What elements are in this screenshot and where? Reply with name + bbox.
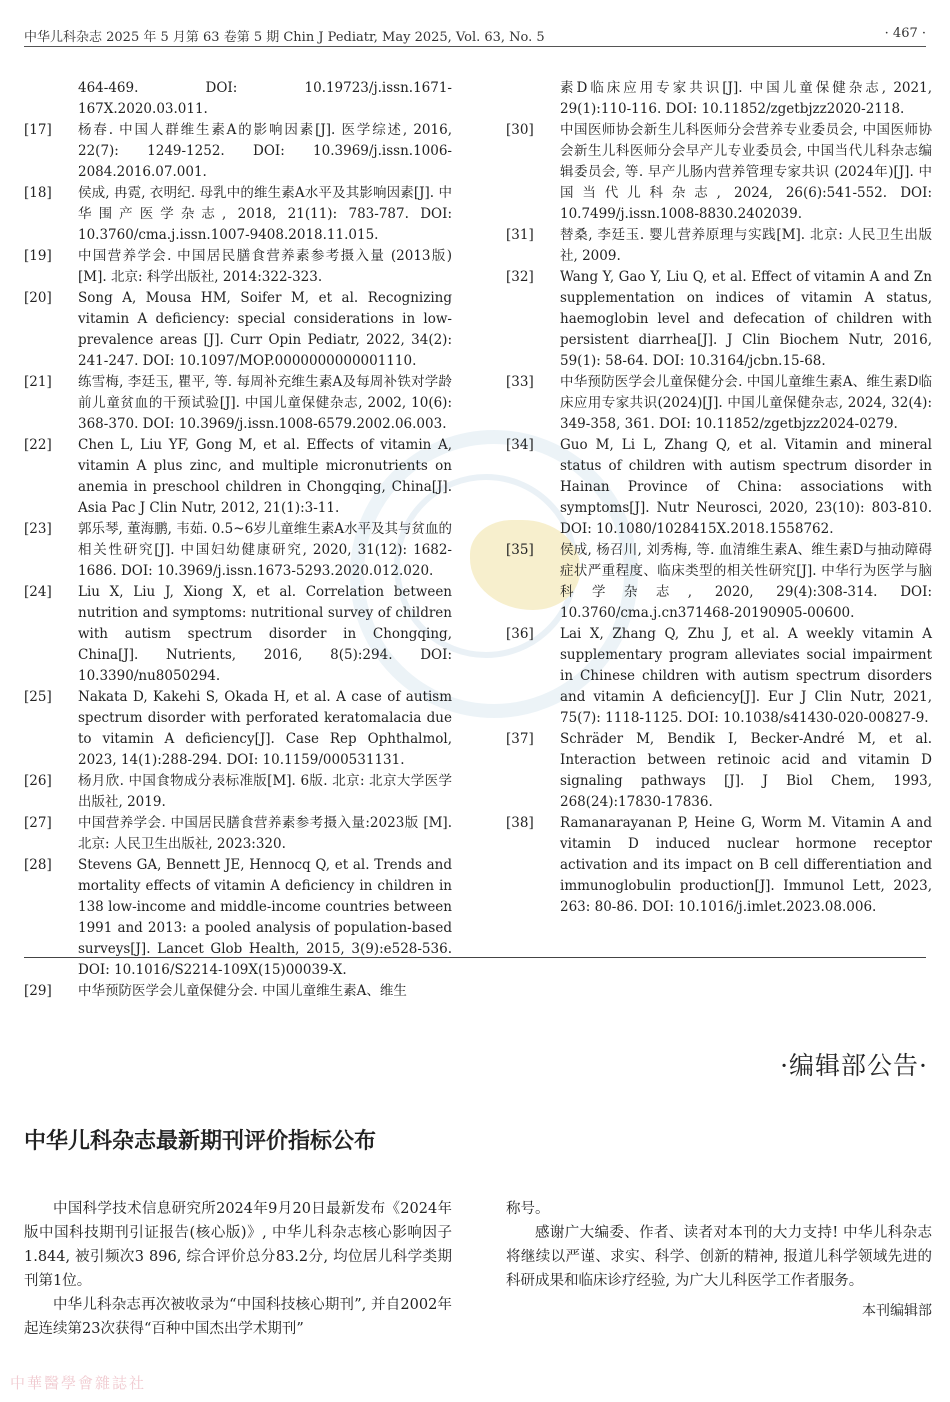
reference-entry xyxy=(24,582,452,687)
page-number: · 467 · xyxy=(884,26,926,41)
reference-number: [33] xyxy=(506,374,534,390)
reference-entry xyxy=(506,78,932,120)
reference-entry xyxy=(24,78,452,120)
reference-entry xyxy=(506,267,932,372)
reference-entry xyxy=(506,225,932,267)
reference-entry xyxy=(24,246,452,288)
reference-text: 侯成, 杨召川, 刘秀梅, 等. 血清维生素A、维生素D与抽动障碍症状严重程度、临床类型的相关性研究[J]. 中华行为医学与脑科学杂志, 2020, 29(4):308-314. DOI: 10.3760/cma.j.cn371468-20190905-00600. xyxy=(560,542,932,621)
reference-entry xyxy=(24,771,452,813)
notice-paragraph: 中国科学技术信息研究所2024年9月20日最新发布《2024年版中国科技期刊引证报告(核心版)》, 中华儿科杂志核心影响因子1.844, 被引频次3 896, 综合评价总分83.2分, 均位居儿科学类期刊第1位。 xyxy=(24,1201,452,1289)
reference-number: [17] xyxy=(24,122,52,138)
reference-text: Ramanarayanan P, Heine G, Worm M. Vitamin A and vitamin D induced nuclear hormone receptor activation and its impact on B cell differentiation and immunoglobulin production[J]. Immunol Lett, 2023, 263: 80-86. DOI: 10.1016/j.imlet.2023.08.006. xyxy=(560,815,932,915)
reference-text: 杨春. 中国人群维生素A的影响因素[J]. 医学综述, 2016, 22(7): 1249-1252. DOI: 10.3969/j.issn.1006-2084.2016.07.001. xyxy=(78,122,452,180)
reference-number: [21] xyxy=(24,374,52,390)
reference-number: [31] xyxy=(506,227,534,243)
reference-entry xyxy=(24,981,452,1002)
reference-entry xyxy=(24,435,452,519)
reference-entry xyxy=(24,813,452,855)
notice-paragraph: 中华儿科杂志再次被收录为“中国科技核心期刊”, 并自2002年起连续第23次获得“百种中国杰出学术期刊” xyxy=(24,1297,452,1337)
reference-text: 464-469. DOI: 10.19723/j.issn.1671-167X.2020.03.011. xyxy=(78,80,452,117)
reference-text: 郭乐琴, 董海鹏, 韦茹. 0.5~6岁儿童维生素A水平及其与贫血的相关性研究[J]. 中国妇幼健康研究, 2020, 31(12): 1682-1686. DOI: 10.3969/j.issn.1673-5293.2020.012.020. xyxy=(78,521,452,579)
reference-number: [30] xyxy=(506,122,534,138)
reference-number: [18] xyxy=(24,185,52,201)
reference-text: Chen L, Liu YF, Gong M, et al. Effects of vitamin A, vitamin A plus zinc, and multiple micronutrients on anemia in preschool children in Chongqing, China[J]. Asia Pac J Clin Nutr, 2012, 21(1):3-11. xyxy=(78,437,452,516)
reference-text: 中国医师协会新生儿科医师分会营养专业委员会, 中国医师协会新生儿科医师分会早产儿专业委员会, 中国当代儿科杂志编辑委员会, 等. 早产儿肠内营养管理专家共识 (2024年)[J]. 中国当代儿科杂志, 2024, 26(6):541-552. DOI: 10.7499/j.issn.1008-8830.2402039. xyxy=(560,122,932,222)
reference-number: [37] xyxy=(506,731,534,747)
reference-entry xyxy=(506,540,932,624)
reference-list-right xyxy=(506,78,932,918)
reference-text: Schräder M, Bendik I, Becker-André M, et al. Interaction between retinoic acid and vitamin D signaling pathways [J]. J Biol Chem, 1993, 268(24):17830-17836. xyxy=(560,731,932,810)
reference-number: [24] xyxy=(24,584,52,600)
reference-number: [26] xyxy=(24,773,52,789)
notice-paragraph: 称号。 xyxy=(506,1201,550,1217)
reference-text: 替桑, 李廷玉. 婴儿营养原理与实践[M]. 北京: 人民卫生出版社, 2009. xyxy=(560,227,932,264)
reference-text: Liu X, Liu J, Xiong X, et al. Correlation between nutrition and symptoms: nutritional survey of children with autism spectrum disorder in Chongqing, China[J]. Nutrients, 2016, 8(5):294. DOI: 10.3390/nu8050294. xyxy=(78,584,452,684)
publisher-footer-mark: 中華醫學會雜誌社 xyxy=(10,1374,147,1392)
journal-citation-header: 中华儿科杂志 2025 年 5 月第 63 卷第 5 期 Chin J Pediatr, May 2025, Vol. 63, No. 5 xyxy=(24,30,545,45)
reference-text: Stevens GA, Bennett JE, Hennocq Q, et al. Trends and mortality effects of vitamin A deficiency in children in 138 low-income and middle-income countries between 1991 and 2013: a pooled analysis of population-based surveys[J]. Lancet Glob Health, 2015, 3(9):e528-536. DOI: 10.1016/S2214-109X(15)00039-X. xyxy=(78,857,452,978)
reference-number: [22] xyxy=(24,437,52,453)
section-divider xyxy=(24,957,926,958)
reference-text: 中华预防医学会儿童保健分会. 中国儿童维生素A、维生 xyxy=(78,983,407,999)
reference-number: [25] xyxy=(24,689,52,705)
notice-paragraph: 感谢广大编委、作者、读者对本刊的大力支持! 中华儿科杂志将继续以严谨、求实、科学、创新的精神, 报道儿科学领域先进的科研成果和临床诊疗经验, 为广大儿科医学工作者服务。 xyxy=(506,1225,932,1289)
reference-entry xyxy=(506,729,932,813)
reference-entry xyxy=(506,372,932,435)
reference-entry xyxy=(24,183,452,246)
reference-entry xyxy=(24,120,452,183)
reference-number: [20] xyxy=(24,290,52,306)
reference-text: Song A, Mousa HM, Soifer M, et al. Recognizing vitamin A deficiency: special considerations in low-prevalence areas [J]. Curr Opin Pediatr, 2022, 34(2): 241-247. DOI: 10.1097/MOP.0000000000001110. xyxy=(78,290,452,369)
reference-entry xyxy=(24,519,452,582)
notice-signature: 本刊编辑部 xyxy=(862,1303,932,1319)
reference-number: [19] xyxy=(24,248,52,264)
reference-entry xyxy=(24,855,452,981)
reference-number: [29] xyxy=(24,983,52,999)
reference-number: [32] xyxy=(506,269,534,285)
reference-list-left xyxy=(24,78,452,1002)
notice-label: ·编辑部公告· xyxy=(780,1051,928,1080)
reference-text: 练雪梅, 李廷玉, 瞿平, 等. 每周补充维生素A及每周补铁对学龄前儿童贫血的干预试验[J]. 中国儿童保健杂志, 2002, 10(6): 368-370. DOI: 10.3969/j.issn.1008-6579.2002.06.003. xyxy=(78,374,452,432)
reference-number: [34] xyxy=(506,437,534,453)
reference-text: 素D临床应用专家共识[J]. 中国儿童保健杂志, 2021, 29(1):110-116. DOI: 10.11852/zgetbjzz2020-2118. xyxy=(560,80,932,117)
reference-text: 中华预防医学会儿童保健分会. 中国儿童维生素A、维生素D临床应用专家共识(2024)[J]. 中国儿童保健杂志, 2024, 32(4): 349-358, 361. DOI: 10.11852/zgetbjzz2024-0279. xyxy=(560,374,932,432)
reference-entry xyxy=(506,813,932,918)
reference-text: 中国营养学会. 中国居民膳食营养素参考摄入量 (2013版) [M]. 北京: 科学出版社, 2014:322-323. xyxy=(78,248,452,285)
notice-body-left xyxy=(24,1197,452,1341)
notice-body-right xyxy=(506,1197,932,1323)
reference-text: Wang Y, Gao Y, Liu Q, et al. Effect of vitamin A and Zn supplementation on indices of vitamin A status, haemoglobin level and defecation of children with persistent diarrhea[J]. J Clin Biochem Nutr, 2016, 59(1): 58-64. DOI: 10.3164/jcbn.15-68. xyxy=(560,269,932,369)
running-header xyxy=(24,22,926,47)
reference-number: [23] xyxy=(24,521,52,537)
reference-number: [35] xyxy=(506,542,534,558)
reference-text: 杨月欣. 中国食物成分表标准版[M]. 6版. 北京: 北京大学医学出版社, 2019. xyxy=(78,773,452,810)
reference-text: Nakata D, Kakehi S, Okada H, et al. A case of autism spectrum disorder with perforated keratomalacia due to vitamin A deficiency[J]. Case Rep Ophthalmol, 2023, 14(1):288-294. DOI: 10.1159/000531131. xyxy=(78,689,452,768)
reference-text: 侯成, 冉霓, 衣明纪. 母乳中的维生素A水平及其影响因素[J]. 中华围产医学杂志, 2018, 21(11): 783-787. DOI: 10.3760/cma.j.issn.1007-9408.2018.11.015. xyxy=(78,185,452,243)
reference-number: [28] xyxy=(24,857,52,873)
reference-entry xyxy=(24,372,452,435)
reference-text: 中国营养学会. 中国居民膳食营养素参考摄入量:2023版 [M]. 北京: 人民卫生出版社, 2023:320. xyxy=(78,815,452,852)
reference-text: Lai X, Zhang Q, Zhu J, et al. A weekly vitamin A supplementary program alleviates social impairment in Chinese children with autism spectrum disorders and vitamin A deficiency[J]. Eur J Clin Nutr, 2021, 75(7): 1118-1125. DOI: 10.1038/s41430-020-00827-9. xyxy=(560,626,932,726)
reference-entry xyxy=(506,435,932,540)
notice-title: 中华儿科杂志最新期刊评价指标公布 xyxy=(24,1129,377,1154)
reference-entry xyxy=(24,288,452,372)
reference-number: [36] xyxy=(506,626,534,642)
reference-text: Guo M, Li L, Zhang Q, et al. Vitamin and mineral status of children with autism spectrum disorder in Hainan Province of China: associations with symptoms[J]. Nutr Neurosci, 2020, 23(10): 803-810. DOI: 10.1080/1028415X.2018.1558762. xyxy=(560,437,932,537)
reference-number: [38] xyxy=(506,815,534,831)
reference-entry xyxy=(506,120,932,225)
reference-entry xyxy=(506,624,932,729)
reference-number: [27] xyxy=(24,815,52,831)
reference-entry xyxy=(24,687,452,771)
